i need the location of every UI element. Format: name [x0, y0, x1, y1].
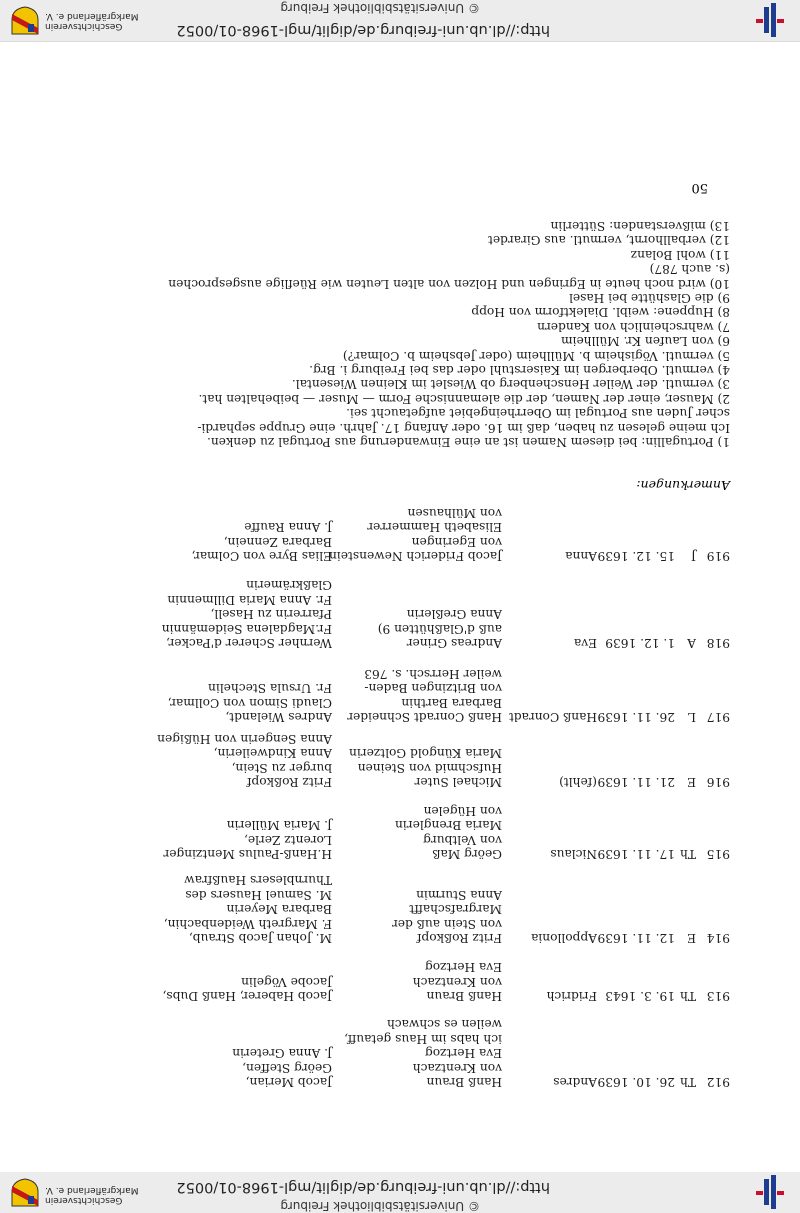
godparents-line: J. Anna Rauffe — [244, 520, 332, 535]
copyright-text: © Universitätsbibliothek Freiburg — [280, 1, 480, 15]
entry-date: 26. 10. 1639 — [597, 1075, 675, 1089]
annotation-line: Ich meine gelesen zu haben, daß im 16. oder Anfang 17. Jahrh. eine Gruppe sephardi- — [197, 420, 730, 435]
parents-line: von Hügelen — [423, 803, 502, 818]
parents-line: Maria Brenglerin — [395, 818, 502, 833]
godparents-line: Anna Sengerin von Hüßigen — [157, 731, 332, 746]
godparents-line: Barbara Zennein, — [223, 534, 332, 549]
parents-line: Geörg Maß — [432, 847, 502, 861]
entry-child: Andres — [553, 1075, 597, 1089]
publisher-line-2: Markgräflerland e. V. — [45, 11, 139, 21]
annotation-line: 11) wohl Bolanz — [630, 247, 730, 262]
permalink-url[interactable]: http://dl.ub.uni-freiburg.de/diglit/mgl-1968-01/0052 — [176, 22, 550, 38]
entry-child: Eva — [573, 636, 597, 650]
godparents-line: Jacobe Vögelin — [241, 974, 332, 989]
publisher-name — [45, 11, 160, 31]
ub-freiburg-logo-icon — [750, 1175, 790, 1209]
entry-number: 914 — [706, 931, 730, 945]
godparents-line: Glaßkrämerin — [246, 578, 332, 593]
godparents-line: F. Margreth Weidenbachin, — [163, 916, 332, 931]
entry-child: Anna — [565, 549, 597, 563]
entry-weekday: Th — [680, 1075, 696, 1089]
entry-parents — [392, 887, 502, 945]
entry-godparents — [162, 578, 332, 650]
entry-date: 17. 11. 1639 — [597, 847, 675, 861]
parents-line: Hanß Braun — [426, 1075, 502, 1089]
parents-line: auß d'Glaßhütten 9) — [377, 621, 502, 636]
parents-line: von Krentzach — [412, 974, 502, 989]
annotation-line: 6) von Laufen Kr. Müllheim — [561, 334, 730, 349]
parents-line: Anna Sturmin — [416, 887, 502, 902]
godparents-line: Jacob Haberer, Hanß Dubs, — [162, 989, 332, 1003]
coat-of-arms-icon — [10, 1178, 40, 1208]
entry-parents — [413, 960, 502, 1003]
annotation-line: 10) wird noch heute in Egringen und Holzen von alten Leuten wie Rüeflige ausgesprochen — [168, 276, 730, 291]
publisher-line-1: Geschichtsverein — [45, 21, 123, 31]
parents-line: Hanß Braun — [426, 989, 502, 1003]
parents-line: Eva Hertzog — [424, 960, 502, 975]
godparents-line: Thurnblesers Haußfraw — [184, 873, 332, 888]
coat-of-arms-icon — [10, 6, 40, 36]
entry-date: 12. 11. 1639 — [597, 931, 675, 945]
parents-line: weilen es schwach — [386, 1017, 502, 1032]
godparents-line: J. Maria Müllerin — [226, 818, 332, 833]
godparents-line: Geörg Steffen, — [242, 1060, 332, 1075]
godparents-line: M. Samuel Hausers des — [185, 887, 332, 902]
godparents-line: Lorentz Zerle, — [243, 832, 332, 847]
entry-number: 912 — [706, 1075, 730, 1089]
godparents-line: Fritz Roßkopf — [246, 775, 332, 789]
annotation-line: scher Juden aus Portugal im Oberrheingebiet aufgetaucht sei. — [346, 406, 730, 421]
annotations-heading: Anmerkungen: — [636, 478, 730, 493]
entry-number: 915 — [706, 847, 730, 861]
parents-line: Michael Suter — [414, 775, 502, 789]
godparents-line: Elias Byre von Colmar, — [191, 549, 332, 563]
entry-godparents — [232, 1046, 332, 1089]
parents-line: Maria Küngold Goltzerin — [349, 746, 502, 761]
parents-line: weiler Herrsch. s. 763 — [364, 666, 502, 681]
godparents-line: Fr. Anna Maria Dillmennin — [167, 592, 332, 607]
entry-godparents — [168, 681, 332, 724]
entry-godparents — [163, 974, 332, 1003]
godparents-line: Fr.Magdalena Seidemännin — [161, 621, 332, 636]
viewer-header-bar — [0, 1172, 800, 1213]
parents-line: Eva Hertzog — [424, 1046, 502, 1061]
entry-weekday: E — [687, 931, 696, 945]
entry-parents — [349, 746, 502, 789]
parents-line: Barbara Barthin — [401, 695, 502, 710]
entry-date: 15. 12. 1639 — [597, 549, 675, 563]
annotation-line: 13) mißverstanden: Sütterlin — [550, 218, 730, 233]
parents-line: von Mülhausen — [407, 505, 502, 520]
godparents-line: Pfarrerin zu Hasell, — [210, 607, 332, 622]
godparents-line: H.Hanß-Paulus Mentzinger — [163, 847, 332, 861]
godparents-line: Claudi Simon von Collmar, — [167, 695, 332, 710]
annotation-line: 4) vermutl. Oberbergen im Kaiserstuhl oder das bei Freiburg i. Brg. — [309, 362, 730, 377]
entry-weekday: J — [691, 549, 696, 563]
entry-godparents — [164, 873, 332, 945]
annotations-list — [168, 219, 730, 450]
godparents-line: J. Anna Greterin — [232, 1046, 332, 1061]
parents-line: Hanß Conradt Schneider — [347, 710, 502, 724]
publisher-name — [45, 1185, 160, 1205]
entry-parents — [347, 666, 502, 724]
annotation-line: 8) Huppene: weibl. Dialektform von Hopp — [471, 305, 730, 320]
parents-line: von Egeringen — [411, 534, 502, 549]
annotation-line: (s. auch 787) — [649, 262, 730, 277]
annotation-line: 9) die Glashütte bei Hasel — [569, 290, 730, 305]
parents-line: von Stein auß der — [392, 916, 502, 931]
entry-weekday: Th — [680, 847, 696, 861]
parents-line: von Britzingen Baden- — [364, 681, 502, 696]
parents-line: Andreas Griner — [406, 636, 502, 650]
entry-weekday: L — [687, 710, 696, 724]
parents-line: von Krentzach — [412, 1060, 502, 1075]
parents-line: Hufschmid von Steinen — [357, 760, 502, 775]
annotation-line: 2) Mauser, einer der Namen, der die alemannische Form — Muser — beibehalten hat. — [198, 391, 730, 406]
entry-child: (fehlt) — [559, 775, 597, 789]
entry-date: 1. 12. 1639 — [605, 636, 675, 650]
publisher-line-2: Markgräflerland e. V. — [45, 1185, 139, 1195]
annotation-line: 3) vermutl. der Weiler Henschenberg ob Wieslet im Kleinen Wiesental. — [291, 377, 730, 392]
entry-godparents — [157, 731, 332, 789]
publisher-line-1: Geschichtsverein — [45, 1195, 123, 1205]
godparents-line: Anna Kindweilerin, — [213, 746, 332, 761]
entry-date: 26. 11. 1639 — [597, 710, 675, 724]
parents-line: Anna Greßlerin — [406, 607, 502, 622]
entry-child: Appollonia — [531, 931, 597, 945]
parents-line: Margrafschafft — [409, 902, 502, 917]
godparents-line: Fr. Ursula Stechelin — [208, 681, 332, 696]
entry-date: 21. 11. 1639 — [597, 775, 675, 789]
copyright-text: © Universitätsbibliothek Freiburg — [280, 1199, 480, 1213]
entry-parents — [378, 607, 502, 650]
godparents-line: Andres Wielandt, — [225, 710, 332, 724]
annotation-line: 7) wahrscheinlich von Kandern — [537, 319, 730, 334]
parents-line: ich habs im Haus getauff, — [344, 1031, 502, 1046]
entry-number: 917 — [706, 710, 730, 724]
parents-line: von Veltburg — [423, 832, 502, 847]
viewer-footer-bar — [0, 0, 800, 42]
entry-godparents — [191, 520, 332, 563]
entry-weekday: A — [687, 636, 696, 650]
parents-line: Fritz Roßkopf — [416, 931, 502, 945]
entry-weekday: Th — [680, 989, 696, 1003]
annotation-line: 12) verballhornt, vermutl. aus Girardet — [487, 233, 730, 248]
entry-number: 918 — [706, 636, 730, 650]
godparents-line: Wernher Scherer d'Packer, — [165, 636, 332, 650]
parents-line: Elisabeth Hammerrer — [367, 520, 502, 535]
entry-godparents — [163, 818, 332, 861]
entry-number: 919 — [706, 549, 730, 563]
annotation-line: 5) vermutl. Vögisheim b. Müllheim (oder Jebsheim b. Colmar?) — [342, 348, 730, 363]
entry-child: Hanß Conradt — [508, 710, 597, 724]
entry-parents — [329, 505, 502, 563]
entry-number: 913 — [706, 989, 730, 1003]
entry-parents — [344, 1017, 502, 1089]
entry-child: Fridrich — [546, 989, 597, 1003]
ub-freiburg-logo-icon — [750, 3, 790, 37]
entry-child: Niclaus — [550, 847, 597, 861]
entry-date: 19. 3. 1643 — [605, 989, 675, 1003]
permalink-url[interactable]: http://dl.ub.uni-freiburg.de/diglit/mgl-1968-01/0052 — [176, 1179, 550, 1195]
godparents-line: M. Johan Jacob Straub, — [188, 931, 332, 945]
godparents-line: burger zu Stein, — [231, 760, 332, 775]
entry-weekday: E — [687, 775, 696, 789]
annotation-line: 1) Portugallin: bei diesem Namen ist an eine Einwanderung aus Portugal zu denken. — [206, 435, 730, 449]
entry-number: 916 — [706, 775, 730, 789]
godparents-line: Barbara Meyerin — [226, 902, 332, 917]
page-number: 50 — [691, 180, 708, 195]
entry-parents — [395, 803, 502, 861]
godparents-line: Jacob Merian, — [245, 1075, 332, 1089]
parents-line: Jacob Friderich Newenstein — [329, 549, 502, 563]
